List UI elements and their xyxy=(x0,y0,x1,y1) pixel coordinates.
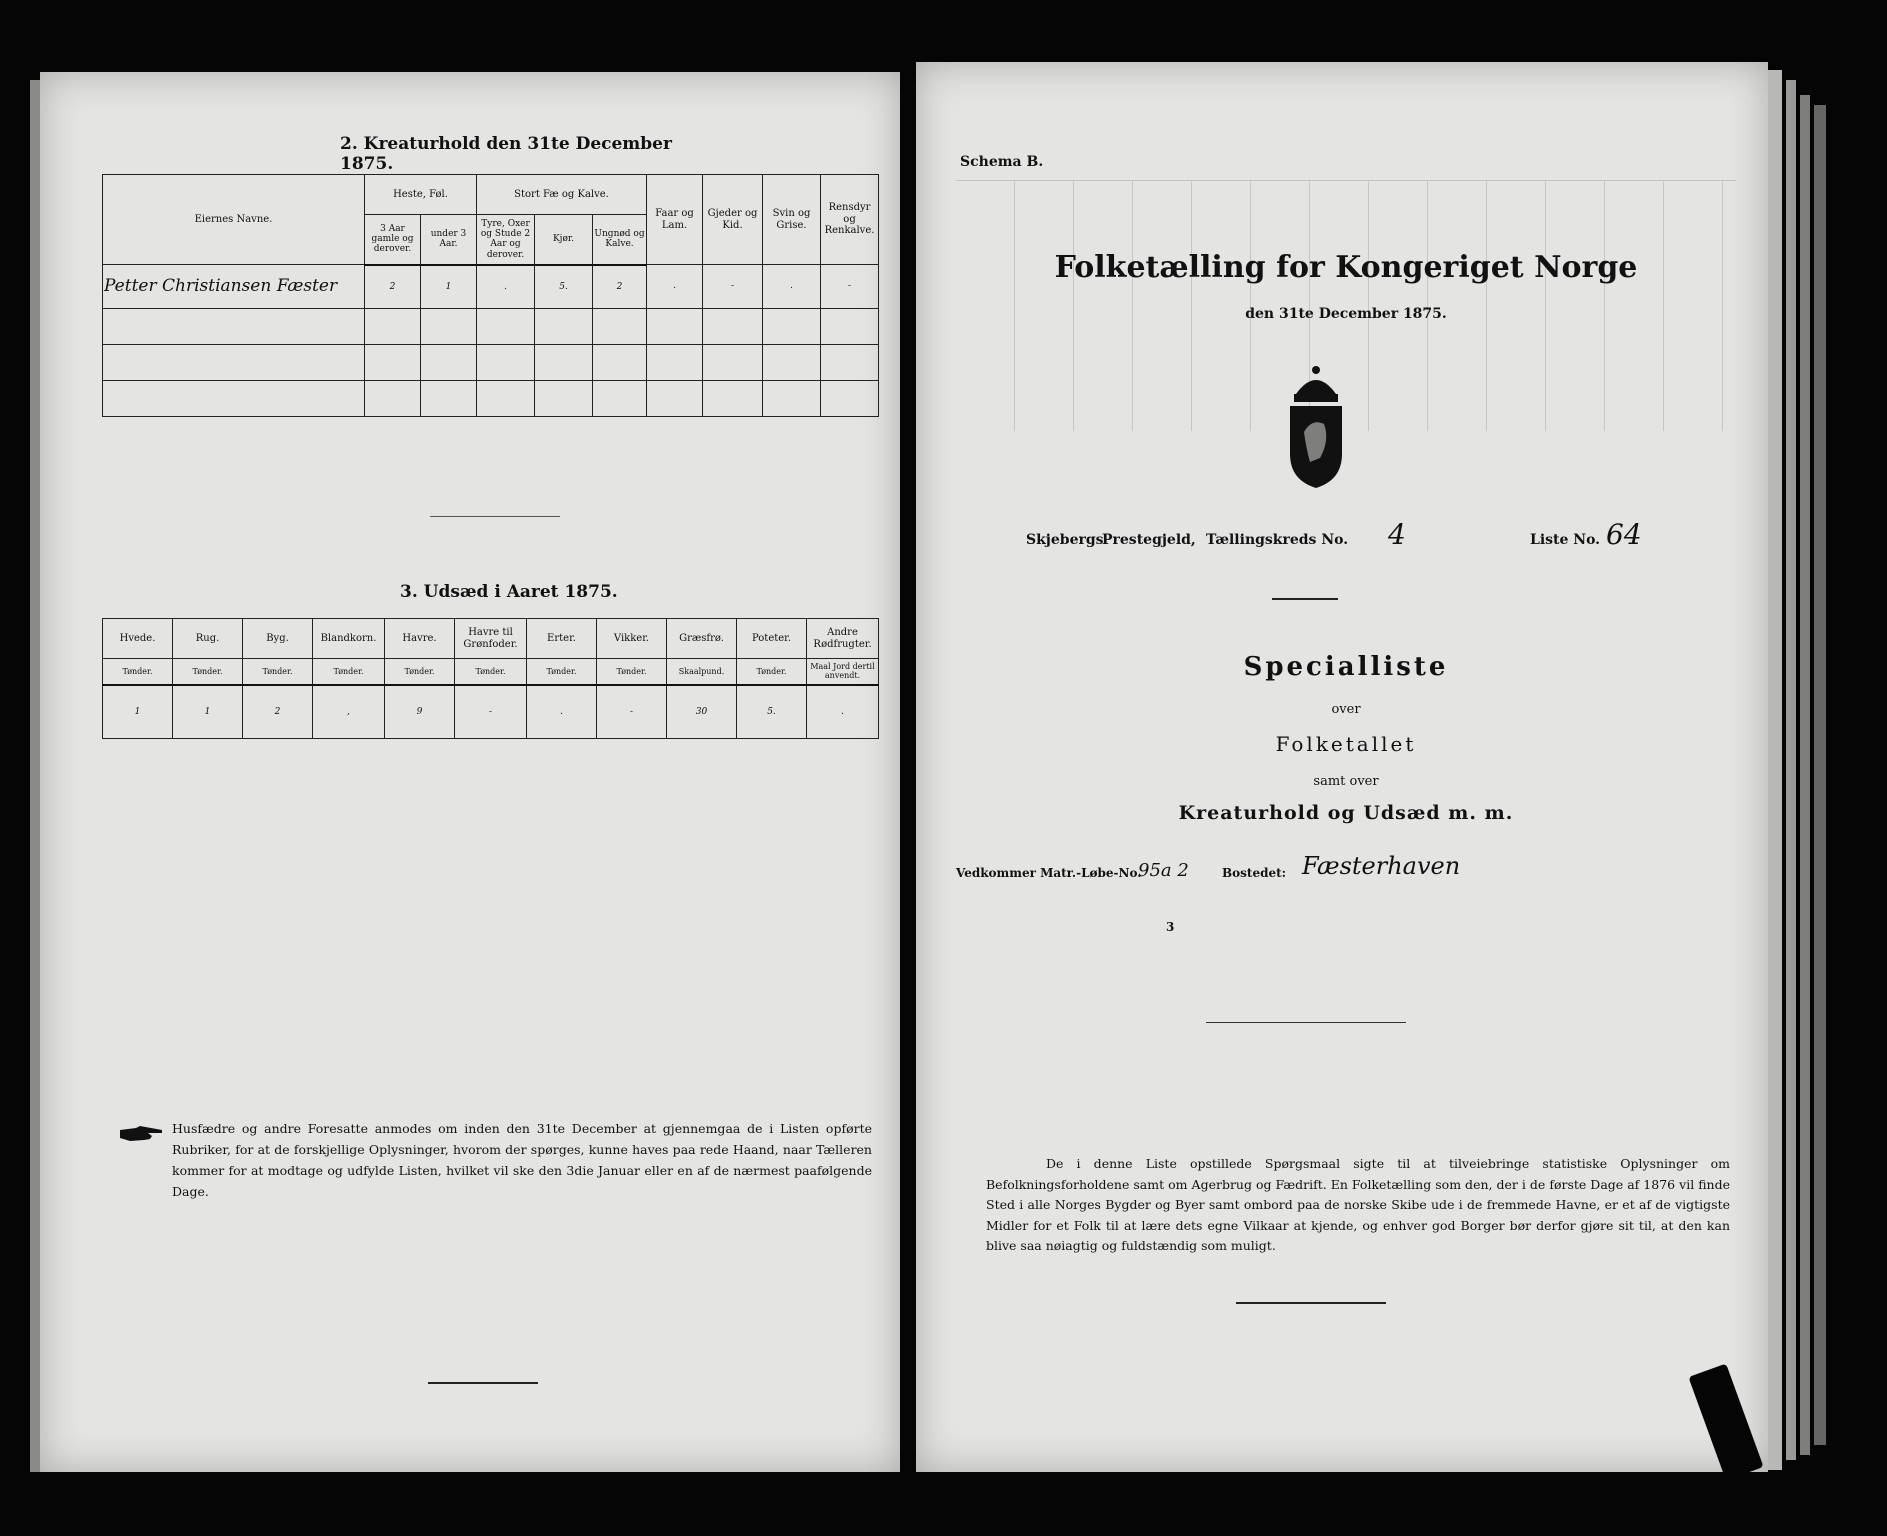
empty-cell xyxy=(763,381,821,417)
left-page-edge-back xyxy=(30,80,40,1472)
pointing-hand-icon xyxy=(118,1124,166,1144)
seed-unit-cell: Tønder. xyxy=(173,659,243,685)
folketallet-title: Folketallet xyxy=(1275,732,1417,756)
header-stort-fae: Stort Fæ og Kalve. xyxy=(477,175,647,215)
cell-faar: . xyxy=(647,265,703,309)
seed-header-cell: Andre Rødfrugter. xyxy=(807,619,879,659)
right-page-edge-3 xyxy=(1800,95,1810,1455)
kreaturhold-title: Kreaturhold og Udsæd m. m. xyxy=(1178,802,1514,824)
cell-heste-3aar: 2 xyxy=(365,265,421,309)
right-page-edge-2 xyxy=(1786,80,1796,1460)
seed-value-cell: 1 xyxy=(103,685,173,739)
samt-over: samt over xyxy=(1313,774,1379,789)
bostedet-label: Bostedet: xyxy=(1222,866,1287,880)
empty-cell xyxy=(421,345,477,381)
empty-cell xyxy=(763,309,821,345)
empty-cell xyxy=(103,381,365,417)
empty-cell xyxy=(477,309,535,345)
seed-header-cell: Havre til Grønfoder. xyxy=(455,619,527,659)
cell-kjor: 5. xyxy=(535,265,593,309)
empty-cell xyxy=(593,309,647,345)
left-page xyxy=(40,72,900,1472)
divider xyxy=(1206,1022,1406,1023)
empty-cell xyxy=(535,381,593,417)
empty-cell xyxy=(365,381,421,417)
seed-value-cell: 1 xyxy=(173,685,243,739)
right-page-edge-4 xyxy=(1814,105,1826,1445)
seed-value-cell: , xyxy=(313,685,385,739)
divider xyxy=(430,516,560,517)
cell-rensdyr: - xyxy=(821,265,879,309)
seed-header-cell: Rug. xyxy=(173,619,243,659)
empty-cell xyxy=(703,309,763,345)
empty-cell xyxy=(703,345,763,381)
empty-cell xyxy=(593,381,647,417)
seed-header-cell: Byg. xyxy=(243,619,313,659)
kreds-handwritten: 4 xyxy=(1388,518,1406,551)
small-mark: 3 xyxy=(1166,920,1175,934)
norwegian-coat-of-arms-icon xyxy=(1276,362,1356,492)
right-page-edge-1 xyxy=(1768,70,1782,1470)
seed-unit-cell: Tønder. xyxy=(597,659,667,685)
header-svin: Svin og Grise. xyxy=(763,175,821,265)
bostedet-handwritten: Fæsterhaven xyxy=(1302,852,1461,880)
seed-unit-cell: Tønder. xyxy=(243,659,313,685)
seed-table xyxy=(102,618,879,739)
footer-text: De i denne Liste opstillede Spørgsmaal sigte til at tilveiebringe statistiske Oplysninger om Befolkningsforholdene samt om Agerbrug og Fædrift. En Folketælling som den, der i de første Dage af 1876 vil finde Sted i alle Norges Bygder og Byer samt ombord paa de norske Skibe ude i de fremmede Havne, er et af de vigtigste Midler for et Folk til at lære dets egne Vilkaar at kjende, og enhver god Borger bør derfor gjøre sit til, at den kan blive saa nøiagtig og fuldstændig som muligt. xyxy=(986,1156,1730,1253)
empty-cell xyxy=(103,309,365,345)
empty-cell xyxy=(821,345,879,381)
empty-cell xyxy=(103,345,365,381)
header-tyre: Tyre, Oxer og Stude 2 Aar og derover. xyxy=(477,215,535,265)
empty-cell xyxy=(535,309,593,345)
seed-header-cell: Blandkorn. xyxy=(313,619,385,659)
header-heste-3aar: 3 Aar gamle og derover. xyxy=(365,215,421,265)
header-heste-fol: Heste, Føl. xyxy=(365,175,477,215)
owner-name-cell: Petter Christiansen Fæster xyxy=(103,265,365,309)
specialliste-title: Specialliste xyxy=(1243,652,1449,682)
right-page xyxy=(916,62,1768,1472)
seed-unit-cell: Skaalpund. xyxy=(667,659,737,685)
empty-cell xyxy=(365,309,421,345)
cell-ungnod: 2 xyxy=(593,265,647,309)
binding-clip xyxy=(1688,1363,1763,1472)
cell-svin: . xyxy=(763,265,821,309)
livestock-table xyxy=(102,174,879,417)
liste-handwritten: 64 xyxy=(1606,518,1642,551)
seed-header-cell: Vikker. xyxy=(597,619,667,659)
section2-title: 2. Kreaturhold den 31te December 1875. xyxy=(340,134,672,174)
section3-title: 3. Udsæd i Aaret 1875. xyxy=(400,582,618,602)
empty-cell xyxy=(703,381,763,417)
matr-handwritten: 95a 2 xyxy=(1138,860,1189,881)
seed-unit-cell: Tønder. xyxy=(527,659,597,685)
seed-header-cell: Poteter. xyxy=(737,619,807,659)
over-1: over xyxy=(1331,702,1361,717)
empty-cell xyxy=(593,345,647,381)
seed-unit-cell: Tønder. xyxy=(737,659,807,685)
seed-value-cell: 2 xyxy=(243,685,313,739)
seed-unit-cell: Tønder. xyxy=(385,659,455,685)
main-title: Folketælling for Kongeriget Norge xyxy=(1054,250,1638,285)
seed-unit-cell: Tønder. xyxy=(455,659,527,685)
schema-label: Schema B. xyxy=(960,154,1044,170)
liste-label: Liste No. xyxy=(1530,532,1601,548)
seed-value-cell: - xyxy=(455,685,527,739)
header-ungnod: Ungnød og Kalve. xyxy=(593,215,647,265)
seed-value-cell: - xyxy=(597,685,667,739)
seed-unit-cell: Tønder. xyxy=(313,659,385,685)
empty-cell xyxy=(477,345,535,381)
kreds-label: Tællingskreds No. xyxy=(1206,532,1349,548)
empty-cell xyxy=(821,381,879,417)
cell-tyre: . xyxy=(477,265,535,309)
prestegjeld-label: Prestegjeld, xyxy=(1102,532,1196,548)
divider xyxy=(1236,1302,1386,1304)
header-kjor: Kjør. xyxy=(535,215,593,265)
seed-header-cell: Græsfrø. xyxy=(667,619,737,659)
date-subtitle: den 31te December 1875. xyxy=(1245,306,1447,322)
empty-cell xyxy=(647,309,703,345)
divider xyxy=(1272,598,1338,600)
seed-value-cell: 5. xyxy=(737,685,807,739)
empty-cell xyxy=(421,381,477,417)
seed-value-cell: . xyxy=(807,685,879,739)
empty-cell xyxy=(647,381,703,417)
divider xyxy=(428,1382,538,1384)
seed-value-cell: 9 xyxy=(385,685,455,739)
empty-cell xyxy=(647,345,703,381)
empty-cell xyxy=(365,345,421,381)
header-eiernes-navne: Eiernes Navne. xyxy=(103,175,365,265)
cell-gjeder: - xyxy=(703,265,763,309)
empty-cell xyxy=(421,309,477,345)
empty-cell xyxy=(535,345,593,381)
header-rensdyr: Rensdyr og Renkalve. xyxy=(821,175,879,265)
seed-unit-cell: Tønder. xyxy=(103,659,173,685)
seed-value-cell: . xyxy=(527,685,597,739)
seed-header-cell: Hvede. xyxy=(103,619,173,659)
header-heste-under3: under 3 Aar. xyxy=(421,215,477,265)
empty-cell xyxy=(763,345,821,381)
prestegjeld-handwritten: Skjebergs xyxy=(1026,532,1104,548)
seed-value-cell: 30 xyxy=(667,685,737,739)
empty-cell xyxy=(477,381,535,417)
cell-heste-under3: 1 xyxy=(421,265,477,309)
empty-cell xyxy=(821,309,879,345)
header-faar: Faar og Lam. xyxy=(647,175,703,265)
header-gjeder: Gjeder og Kid. xyxy=(703,175,763,265)
notice-text: Husfædre og andre Foresatte anmodes om inden den 31te December at gjennemgaa de i Listen opførte Rubriker, for at de forskjellige Oplysninger, hvorom der spørges, kunne haves paa rede Haand, naar Tælleren kommer for at modtage og udfylde Listen, hvilket vil ske den 3die Januar eller en af de nærmest paafølgende Dage. xyxy=(172,1121,872,1199)
seed-unit-cell: Maal Jord dertil anvendt. xyxy=(807,659,879,685)
seed-header-cell: Havre. xyxy=(385,619,455,659)
matr-label: Vedkommer Matr.-Løbe-No. xyxy=(956,866,1142,880)
seed-header-cell: Erter. xyxy=(527,619,597,659)
